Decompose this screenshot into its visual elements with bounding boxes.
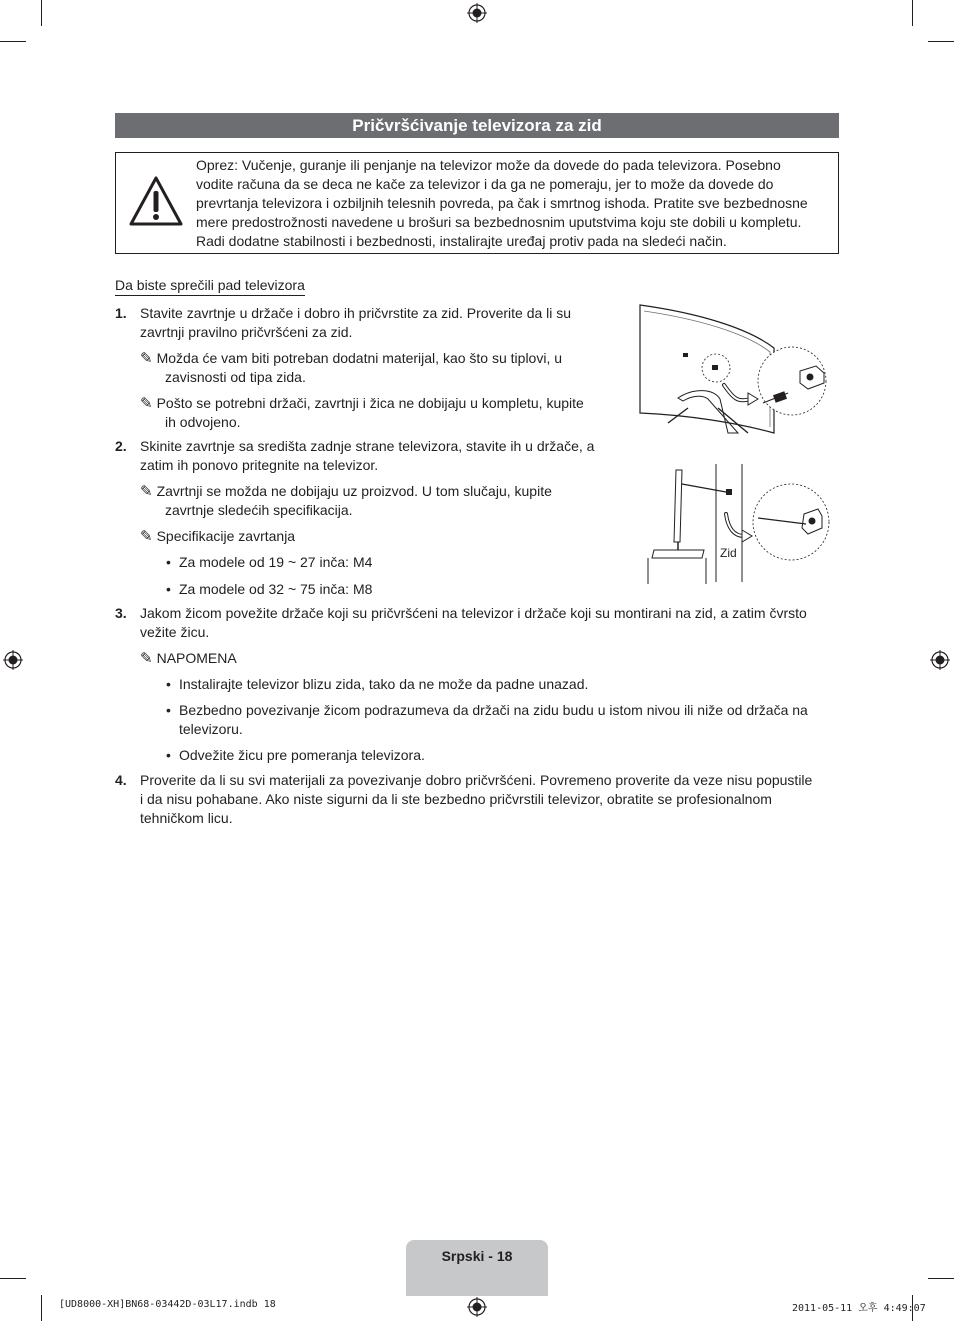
footer-timestamp: 2011-05-11 오후 4:49:07 [792, 1303, 926, 1314]
text-line: Možda će vam biti potreban dodatni materijal, kao što su tiplovi, u [156, 350, 563, 366]
tv-back-bracket-illustration [638, 303, 838, 443]
caution-line: Radi dodatne stabilnosti i bezbednosti, instalirajte uređaj protiv pada na sledeći način. [196, 233, 727, 249]
step-number: 3. [115, 605, 127, 621]
text-line: Jakom žicom povežite držače koji su pričvršćeni na televizor i držače koji su montirani na zid, a zatim čvrsto [140, 605, 807, 621]
list-item: Za modele od 32 ~ 75 inča: M8 [179, 581, 373, 597]
registration-mark-icon [467, 3, 487, 23]
step-text [140, 437, 594, 475]
bullet-marker: • [166, 676, 171, 692]
caution-line: Vučenje, guranje ili penjanje na televizor može da dovede do pada televizora. Posebno [238, 157, 781, 173]
text-line: Proverite da li su svi materijali za povezivanje dobro pričvršćeni. Povremeno proverite da veze nisu popustile [140, 772, 813, 788]
wall-attachment-illustration [646, 462, 838, 584]
crop-mark [0, 41, 26, 42]
caution-line: prevrtanja televizora i ozbiljnih telesnih povreda, pa čak i smrtnog ishoda. Pratite sve bezbednosne [196, 195, 808, 211]
text-line: vežite žicu. [140, 624, 210, 640]
step-number: 1. [115, 305, 127, 321]
note-label: NAPOMENA [156, 650, 237, 666]
subheading: Da biste sprečili pad televizora [115, 276, 305, 296]
list-item: Za modele od 19 ~ 27 inča: M4 [179, 554, 373, 570]
text-line: televizoru. [179, 721, 243, 737]
step-number: 4. [115, 772, 127, 788]
note [140, 649, 237, 668]
crop-mark [928, 1278, 954, 1279]
pencil-note-icon: ✎ [140, 528, 153, 545]
text-line: i da nisu pohabane. Ako niste sigurni da li ste bezbedno pričvrstili televizor, obratite se profesionalnom [140, 791, 772, 807]
crop-mark [928, 41, 954, 42]
pencil-note-icon: ✎ [140, 483, 153, 500]
registration-mark-icon [3, 650, 23, 670]
text-line: Zavrtnji se možda ne dobijaju uz proizvod. U tom slučaju, kupite [156, 483, 552, 499]
caution-text [196, 156, 830, 251]
list-item [179, 701, 808, 739]
list-item: Instalirajte televizor blizu zida, tako da ne može da padne unazad. [179, 676, 589, 692]
note [140, 527, 295, 546]
text-line: tehničkom licu. [140, 810, 233, 826]
registration-mark-icon [930, 650, 950, 670]
text-line: Bezbedno povezivanje žicom podrazumeva da držači na zidu budu u istom nivou ili niže od držača na [179, 702, 808, 718]
text-line: Specifikacije zavrtanja [156, 528, 296, 544]
text-line: zatim ih ponovo pritegnite na televizor. [140, 457, 379, 473]
text-line: Stavite zavrtnje u držače i dobro ih pričvrstite za zid. Proverite da li su [140, 305, 572, 321]
page-number-tab [406, 1240, 548, 1296]
note [140, 394, 584, 413]
step-text [140, 604, 807, 642]
caution-box [115, 152, 839, 254]
registration-mark-icon [467, 1297, 487, 1317]
pencil-note-icon: ✎ [140, 650, 153, 667]
text-line: zavisnosti od tipa zida. [165, 369, 306, 385]
bullet-marker: • [166, 702, 171, 718]
pencil-note-icon: ✎ [140, 395, 153, 412]
text-line: zavrtnje sledećih specifikacija. [165, 502, 353, 518]
step-number: 2. [115, 438, 127, 454]
text-line: ih odvojeno. [165, 414, 241, 430]
pencil-note-icon: ✎ [140, 350, 153, 367]
page-label: Srpski - 18 [441, 1248, 513, 1264]
wall-label: Zid [720, 546, 737, 560]
text-line: Skinite zavrtnje sa središta zadnje strane televizora, stavite ih u držače, a [140, 438, 595, 454]
step-text [140, 304, 571, 342]
text-line: Pošto se potrebni držači, zavrtnji i žica ne dobijaju u kompletu, kupite [156, 395, 584, 411]
bullet-marker: • [166, 554, 171, 570]
crop-mark [912, 0, 913, 26]
bullet-marker: • [166, 747, 171, 763]
section-title: Pričvršćivanje televizora za zid [115, 113, 839, 138]
step-text [140, 771, 812, 828]
note [140, 349, 562, 368]
crop-mark [41, 0, 42, 26]
crop-mark [0, 1278, 26, 1279]
crop-mark [41, 1295, 42, 1321]
caution-line: vodite računa da se deca ne kače za televizor i da ga ne pomeraju, jer to može da dovede do [196, 176, 774, 192]
text-line: zavrtnji pravilno pričvršćeni za zid. [140, 324, 353, 340]
caution-line: mere predostrožnosti navedene u brošuri sa bezbednosnim uputstvima koju ste dobili u kompletu. [196, 214, 802, 230]
caution-label: Oprez: [196, 157, 239, 173]
note [140, 482, 552, 501]
list-item: Odvežite žicu pre pomeranja televizora. [179, 747, 425, 763]
bullet-marker: • [166, 581, 171, 597]
footer-file: [UD8000-XH]BN68-03442D-03L17.indb 18 [59, 1299, 276, 1310]
warning-triangle-icon [128, 175, 184, 227]
